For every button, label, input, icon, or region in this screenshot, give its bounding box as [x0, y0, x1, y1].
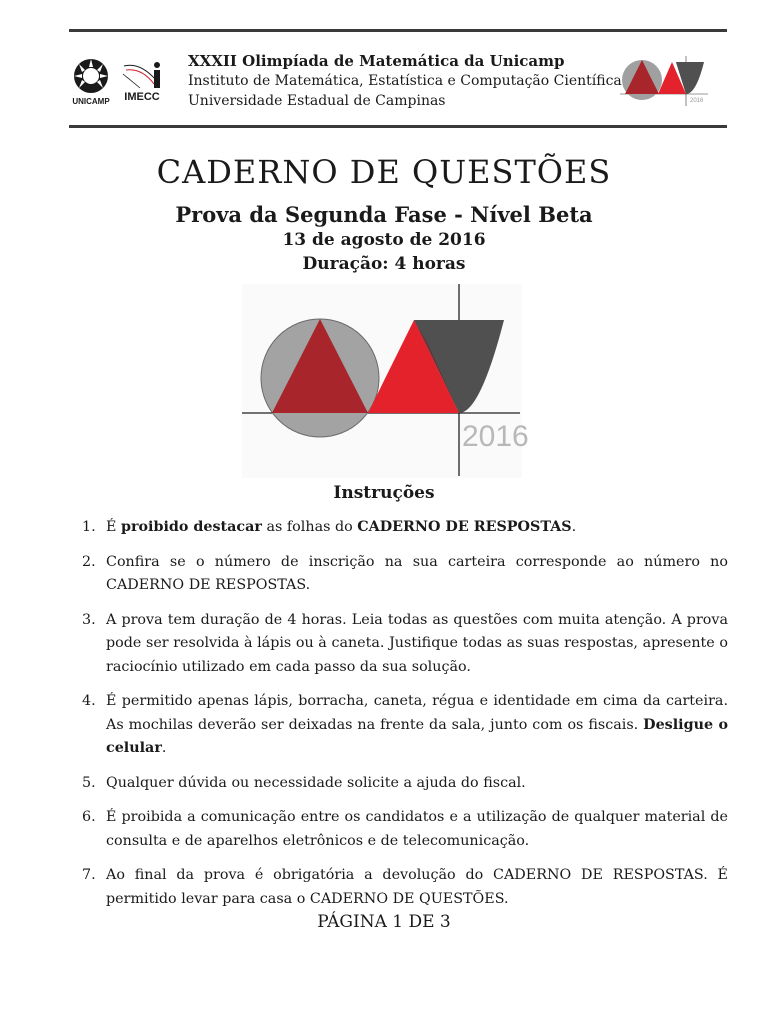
- unicamp-logo-text: UNICAMP: [72, 97, 110, 106]
- unicamp-emblem-icon: [74, 59, 108, 93]
- logo-year: 2016: [462, 420, 529, 453]
- imecc-logo: [120, 60, 166, 104]
- page-title: CADERNO DE QUESTÕES: [156, 153, 612, 191]
- olympiad-logo-illustration: [242, 284, 529, 478]
- university-name: Universidade Estadual de Campinas: [188, 93, 446, 109]
- instruction-item: 4. É permitido apenas lápis, borracha, caneta, régua e identidade em cima da carteira. As mochilas deverão ser deixadas na frente da sala, junto com os fiscais. Desligue o celular.: [82, 693, 728, 756]
- exam-duration: Duração: 4 horas: [302, 254, 466, 274]
- instruction-item: 2. Confira se o número de inscrição na sua carteira corresponde ao número no CADERNO DE RESPOSTAS.: [82, 553, 728, 593]
- exam-date: 13 de agosto de 2016: [282, 230, 486, 250]
- instructions-heading: Instruções: [333, 483, 435, 503]
- imecc-logo-text: IMECC: [124, 91, 160, 103]
- instruction-item: 6. É proibida a comunicação entre os candidatos e a utilização de qualquer material de consulta e de aparelhos eletrônicos e de telecomunicação.: [82, 809, 728, 849]
- instruction-item: 3. A prova tem duração de 4 horas. Leia todas as questões com muita atenção. A prova pode ser resolvida à lápis ou à caneta. Justifique todas as suas respostas, apresente o raciocínio utilizado em cada passo da sua solução.: [82, 611, 728, 675]
- svg-text:2016: 2016: [690, 98, 704, 104]
- olympiad-name: XXXII Olimpíada de Matemática da Unicamp: [188, 52, 565, 70]
- exam-subtitle: Prova da Segunda Fase - Nível Beta: [175, 202, 593, 227]
- olympiad-small-logo: [620, 56, 710, 106]
- instruction-item: 5. Qualquer dúvida ou necessidade solicite a ajuda do fiscal.: [82, 774, 526, 791]
- instruction-item: 7. Ao final da prova é obrigatória a devolução do CADERNO DE RESPOSTAS. É permitido levar para casa o CADERNO DE QUESTÕES.: [82, 867, 728, 907]
- imecc-emblem-icon: [123, 62, 160, 88]
- header-top-rule: [69, 29, 727, 32]
- unicamp-logo: [66, 56, 116, 106]
- instruction-item: 1. É proibido destacar as folhas do CADERNO DE RESPOSTAS.: [82, 519, 577, 535]
- institution-header: [188, 51, 622, 111]
- instructions-list: [82, 516, 728, 922]
- institute-name: Instituto de Matemática, Estatística e Computação Científica: [188, 73, 622, 89]
- header-bottom-rule: [69, 125, 727, 128]
- page-number: PÁGINA 1 DE 3: [317, 912, 451, 932]
